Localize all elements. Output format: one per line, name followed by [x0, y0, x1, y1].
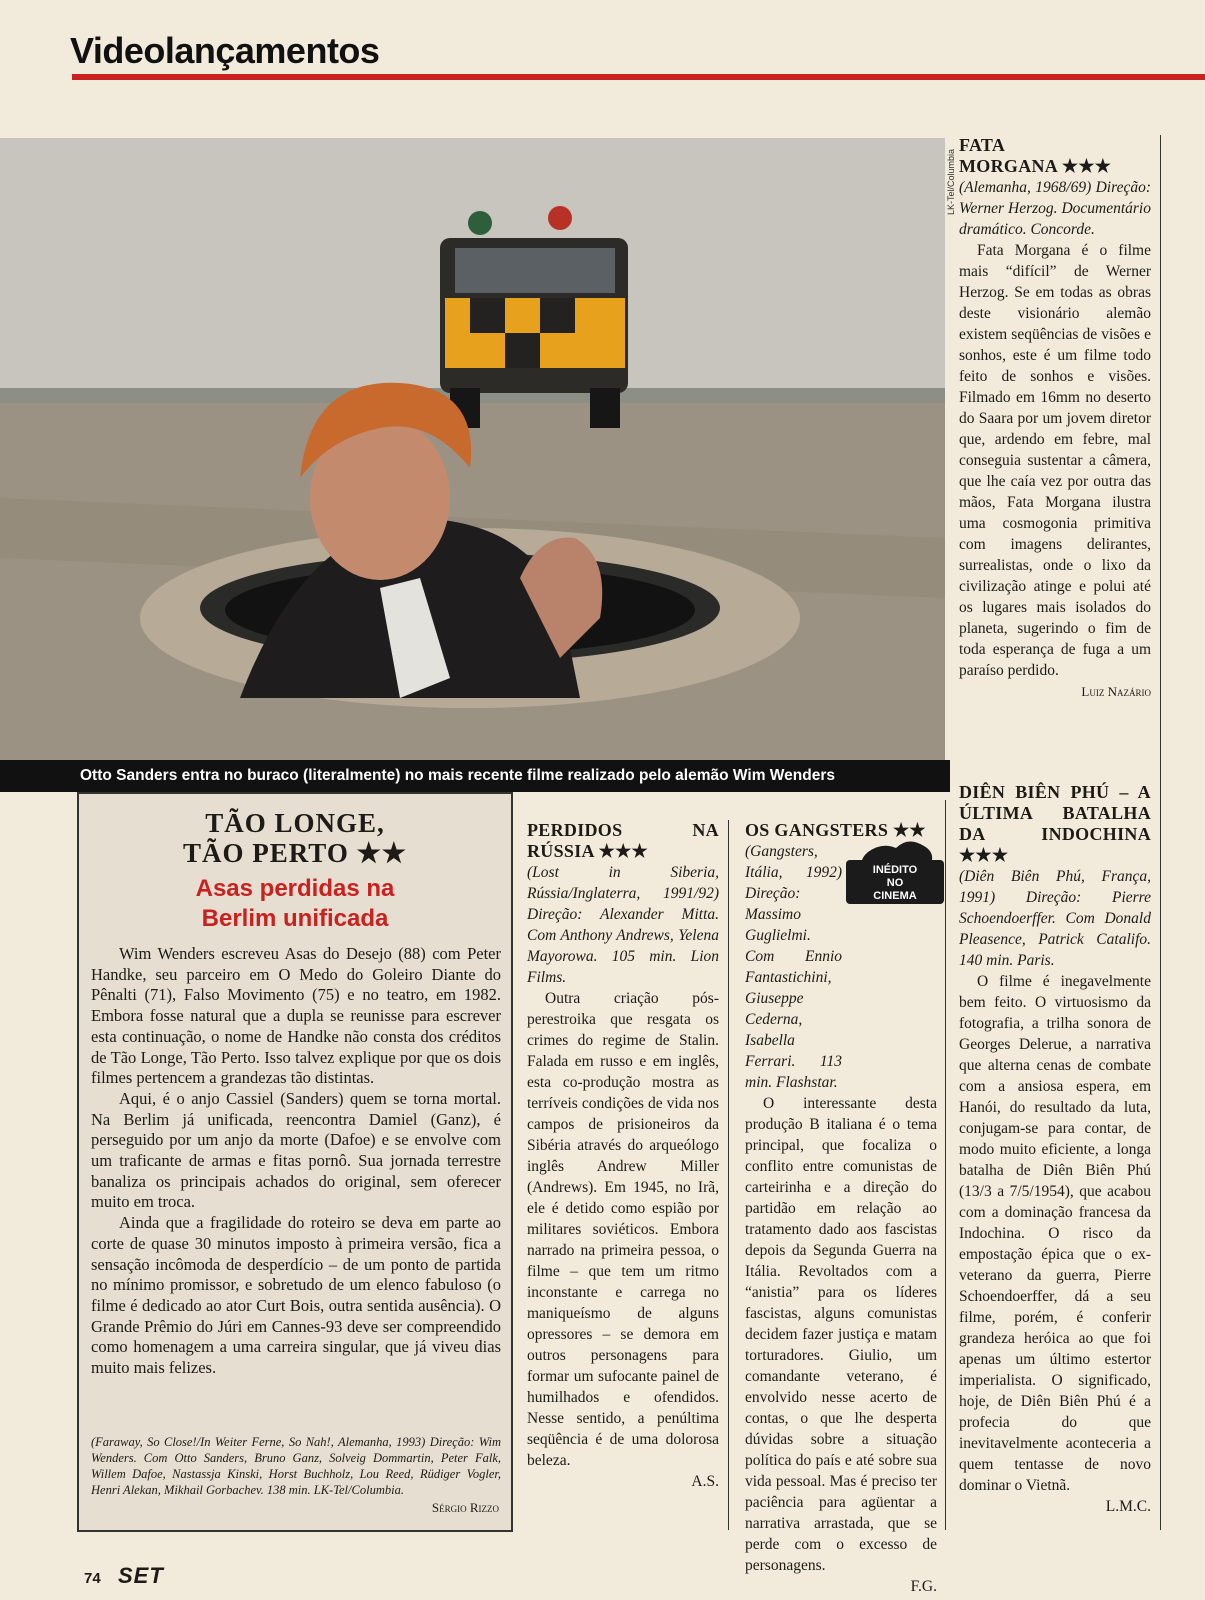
review-body: Fata Morgana é o filme mais “difícil” de Werner Herzog. Se em todas as obras deste visionário alemão existem seqüências de visões e sonhos, este é um filme todo feito de sonhos e visões. Filmado em 16mm no deserto do Saara por um jovem diretor que, ardendo em febre, mal conseguia sustentar a câmera, que lhe caía vez por outra das mãos, Fata Morgana ilustra uma cosmogonia primitiva com imagens delirantes, surrealistas, onde o lixo da civilização atinge e polui até os lugares mais isolados do planeta, sugerindo o fim de toda esperança de fuga a um paraíso perdido.	[959, 242, 1151, 679]
magazine-logo: SET	[118, 1563, 164, 1588]
review-signature: A.S.	[691, 1473, 719, 1490]
main-review-paragraph: Aqui, é o anjo Cassiel (Sanders) quem se torna mortal. Na Berlim já unificada, reencontra Damiel (Ganz), é perseguido por um anjo da morte (Dafoe) e se envolve com um traficante de armas e fitas pornô. Sua jornada terrestre banaliza os principais achados do original, sem oferecer muito em troca.	[91, 1088, 501, 1212]
film-still-photo	[0, 138, 945, 760]
column-rule	[728, 820, 729, 1530]
photo-caption	[0, 760, 950, 792]
inedito-badge	[846, 840, 944, 904]
review-meta: (Lost in Siberia, Rússia/Inglaterra, 1991/92) Direção: Alexander Mitta. Com Anthony Andrews, Yelena Mayorowa. 105 min. Lion Films.	[527, 864, 719, 986]
review-meta: (Alemanha, 1968/69) Direção: Werner Herzog. Documentário dramático. Concorde.	[959, 179, 1151, 238]
photo-credit: LK-Tel/Columbia	[946, 148, 956, 215]
review-title: DIÊN BIÊN PHÚ – A ÚLTIMA BATALHA DA INDOCHINA ★★★	[959, 782, 1151, 865]
review-meta: (Gangsters, Itália, 1992) Direção: Massimo Guglielmi. Com Ennio Fantastichini, Giuseppe Cederna, Isabella Ferrari. 113 min. Flashstar.	[745, 843, 842, 1091]
review-signature: Luiz Nazário	[1081, 684, 1151, 699]
review-title: OS GANGSTERS ★★	[745, 820, 926, 840]
review-fata-morgana	[959, 135, 1151, 702]
main-review-title-line2: TÃO PERTO ★★	[183, 838, 407, 868]
page-number: 74	[84, 1570, 101, 1587]
review-signature: L.M.C.	[1105, 1498, 1151, 1515]
column-rule	[945, 800, 946, 1530]
main-review-box	[77, 792, 513, 1532]
review-dien-bien-phu	[959, 782, 1151, 1517]
review-meta: (Diên Biên Phú, França, 1991) Direção: Pierre Schoendoerffer. Com Donald Pleasence, Patrick Catalifo. 140 min. Paris.	[959, 868, 1151, 969]
section-title: Videolançamentos	[70, 30, 380, 71]
main-review-body	[91, 944, 501, 1379]
review-body: O filme é inegavelmente bem feito. O virtuosismo da fotografia, a trilha sonora de Georges Delerue, a narrativa que alterna cenas de combate com a ansiosa espera, em Hanói, do resultado da luta, conjugam-se para contar, de modo muito eficiente, a longa batalha de Diên Biên Phú (13/3 a 7/5/1954), que acabou com a dominação francesa da Indochina. O risco da empostação épica que o ex-veterano da guerra, Pierre Schoendoerffer, dá a seu filme, porém, é conferir grandeza heróica ao que foi apenas um último estertor imperialista. O significado, hoje, de Diên Biên Phú é a profecia do que inevitavelmente aconteceria a quem tentasse de novo dominar o Vietnã.	[959, 973, 1151, 1494]
main-review-signature: Sérgio Rizzo	[431, 1500, 499, 1515]
review-perdidos	[527, 820, 719, 1492]
main-review-title-line1: TÃO LONGE,	[205, 808, 385, 838]
badge-line2: NO	[886, 877, 904, 889]
main-review-paragraph: Wim Wenders escreveu Asas do Desejo (88) com Peter Handke, seu parceiro em O Medo do Goleiro Diante do Pênalti (71), Falso Movimento (75) e no teatro, em 1982. Embora fosse natural que a dupla se reunisse para escrever esta continuação, o nome de Handke não consta dos créditos de Tão Longe, Tão Perto. Isso talvez explique por que os dois filmes pertencem a grandezas tão distintas.	[91, 944, 501, 1088]
column-rule	[1160, 135, 1161, 1530]
review-gangsters	[745, 820, 937, 1597]
main-review-paragraph: Ainda que a fragilidade do roteiro se deva em parte ao corte de quase 30 minutos imposto à primeira versão, fica a sensação incômoda de desperdício – de um ponto de partida no mínimo promissor, e sobretudo de um elenco fabuloso (o filme é dedicado ao ator Curt Bois, outra sentida ausência). O Grande Prêmio do Júri em Cannes-93 deve ser compreendido como homenagem a uma carreira singular, que já viveu dias muito mais felizes.	[91, 1213, 501, 1378]
main-review-subtitle	[79, 874, 511, 934]
badge-line1: INÉDITO	[872, 864, 918, 876]
review-title-line2: MORGANA ★★★	[959, 156, 1112, 176]
review-title: PERDIDOS NA RÚSSIA ★★★	[527, 820, 719, 861]
main-review-title	[79, 808, 511, 868]
review-body: Outra criação pós-perestroika que resgata os crimes do regime de Stalin. Falada em russo e em inglês, esta co-produção mostra as terríveis condições de vida nos campos de prisioneiros da Sibéria através do arqueólogo inglês Andrew Miller (Andrews). Em 1945, no Irã, ele é detido como espião por militares soviéticos. Embora narrado na primeira pessoa, o filme – que tem um ritmo inconstante e carrega no maniqueísmo de alguns opressores – se demora em outros personagens para formar um sufocante painel de humilhados e ofendidos. Nesse sentido, a penúltima seqüência é de uma dolorosa beleza.	[527, 990, 719, 1469]
review-body: O interessante desta produção B italiana é o tema principal, que focaliza o conflito entre comunistas de carteirinha e a direção do partidão em relação ao tratamento dado aos fascistas depois da Segunda Guerra na Itália. Revoltados com a “anistia” para os líderes fascistas, alguns comunistas decidem fazer justiça e matam torturadores. Giulio, um comandante veterano, é envolvido nesse acerto de contas, o que lhe desperta dúvidas sobre a situação política do país e até sobre sua vida pessoal. Mas é preciso ter paciência para agüentar a narrativa arrastada, que se perde com o excesso de personagens.	[745, 1095, 937, 1574]
photo-caption-text: Otto Sanders entra no buraco (literalmente) no mais recente filme realizado pelo alemão Wim Wenders	[80, 767, 835, 784]
main-review-subtitle-text: Asas perdidas na Berlim unificada	[195, 875, 395, 932]
main-review-credits: (Faraway, So Close!/In Weiter Ferne, So Nah!, Alemanha, 1993) Direção: Wim Wenders. Com Otto Sanders, Bruno Ganz, Solveig Dommartin, Peter Falk, Willem Dafoe, Nastassja Kinski, Horst Buchholz, Lou Reed, Rüdiger Vogler, Henri Alekan, Mikhail Gorbachev. 138 min. LK-Tel/Columbia.	[91, 1435, 501, 1497]
review-signature: F.G.	[910, 1578, 937, 1595]
red-rule	[72, 74, 1205, 80]
badge-line3: CINEMA	[873, 890, 917, 902]
review-title-line1: FATA	[959, 135, 1006, 155]
